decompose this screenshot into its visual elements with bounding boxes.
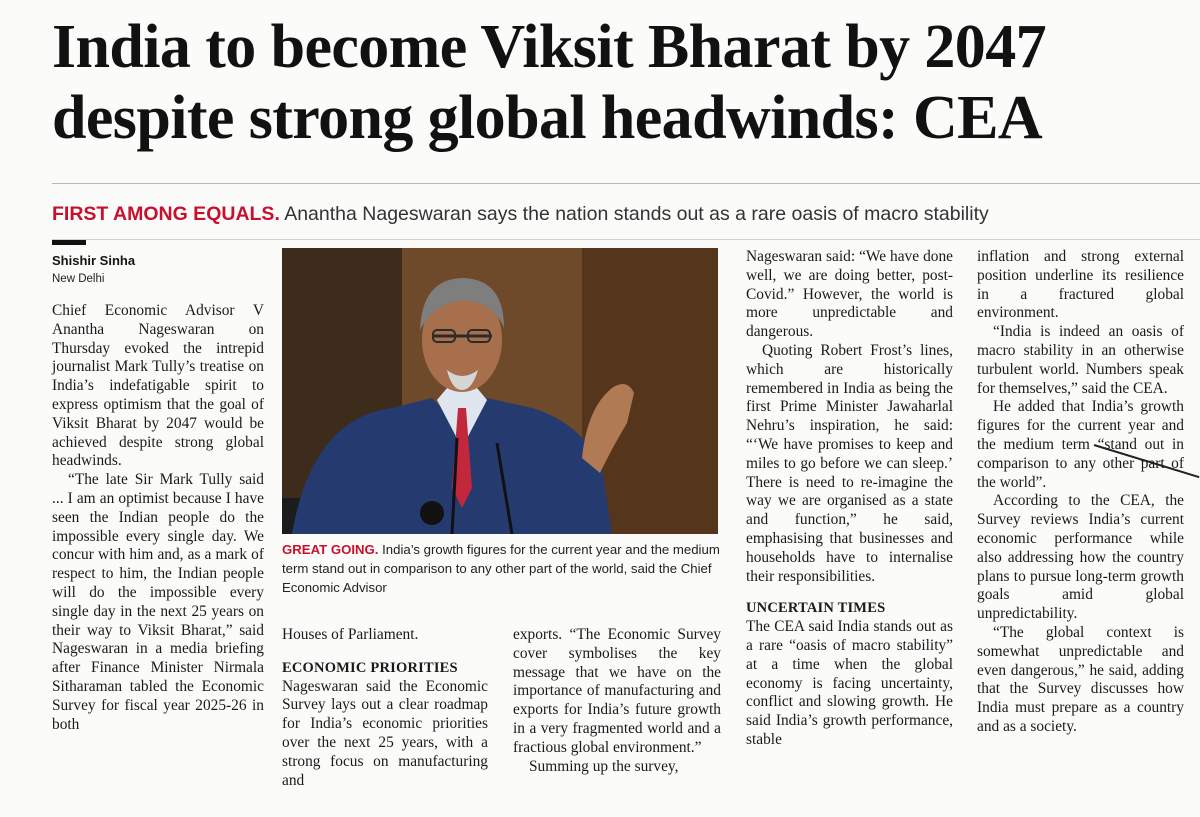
- subheading: UNCERTAIN TIMES: [746, 600, 886, 617]
- strap-text: Anantha Nageswaran says the nation stands out as a rare oasis of macro stability: [279, 203, 989, 225]
- paragraph: “The global context is somewhat unpredictable and even dangerous,” he said, adding that the Survey discusses how India must prepare as a country and as a society.: [977, 623, 1184, 735]
- headline-rule: [52, 183, 1200, 184]
- subheading: ECONOMIC PRIORITIES: [282, 659, 458, 676]
- paragraph: Quoting Robert Frost’s lines, which are historically remembered in India as being the first Prime Minister Jawaharlal Nehru’s inspiration, he said: “‘We have promises to keep and miles to go before we can sleep.’ There is need to re-imagine the way we are organised as a state and function,” he said, emphasising that businesses and households have to internalise their responsibilities.: [746, 341, 953, 585]
- paragraph: The CEA said India stands out as a rare “oasis of macro stability” at a time when the global economy is facing uncertainty, conflict and slowing growth. He said India’s growth performance, stable: [746, 618, 953, 748]
- headline-line-1: India to become Viksit Bharat by 2047: [52, 13, 1046, 81]
- paragraph: Chief Economic Advisor V Anantha Nageswaran on Thursday evoked the intrepid journalist Mark Tully’s treatise on India’s indefatigable spirit to express optimism that the goal of Viksit Bharat by 2047 would be achieved despite strong global headwinds.: [52, 302, 264, 470]
- article-column-2: [282, 626, 488, 790]
- news-photo: [282, 248, 718, 534]
- paragraph: “India is indeed an oasis of macro stability in an otherwise turbulent world. Numbers speak for themselves,” said the CEA.: [977, 323, 1184, 397]
- strap-kicker: FIRST AMONG EQUALS.: [52, 203, 280, 225]
- byline-bar: [52, 240, 86, 245]
- headline: [52, 12, 1192, 154]
- paragraph: According to the CEA, the Survey reviews India’s current economic performance while also addressing how the country plans to pursue long-term growth goals amid global unpredictability.: [977, 492, 1184, 623]
- headline-line-2: despite strong global headwinds: CEA: [52, 84, 1043, 152]
- strapline: [52, 203, 1200, 226]
- paragraph: Nageswaran said: “We have done well, we are doing better, post-Covid.” However, the world is more unpredictable and dangerous.: [746, 248, 953, 341]
- paragraph: He added that India’s growth figures for the current year and the medium term “stand out in comparison to any other part of the world”.: [977, 398, 1184, 491]
- paragraph: “The late Sir Mark Tully said ... I am an optimist because I have seen the Indian people do the impossible every single day. We concur with him and, as a mark of respect to him, the Indian people will do the impossible every single day in the next 25 years on their way to Viksit Bharat,” said Nageswaran in a media briefing after Finance Minister Nirmala Sitharaman tabled the Economic Survey for fiscal year 2025-26 in both: [52, 471, 264, 733]
- paragraph: Nageswaran said the Economic Survey lays out a clear roadmap for India’s economic priorities over the next 25 years, with a strong focus on manufacturing and: [282, 677, 488, 789]
- photo-caption: [282, 540, 722, 597]
- byline-author: Shishir Sinha: [52, 253, 136, 268]
- paragraph: inflation and strong external position underline its resilience in a fractured global environment.: [977, 248, 1184, 322]
- article-column-1: [52, 302, 264, 734]
- speaker-photo-illustration: [282, 248, 718, 534]
- dateline: New Delhi: [52, 273, 105, 285]
- paragraph: exports. “The Economic Survey cover symbolises the key message that we have on the importance of manufacturing and exports for India’s future growth in a very fragmented world and a fractious global environment.”: [513, 626, 721, 756]
- caption-kicker: GREAT GOING.: [282, 542, 379, 557]
- article-column-3: [513, 626, 721, 776]
- paragraph: Summing up the survey,: [529, 757, 679, 775]
- article-column-5: [977, 248, 1184, 737]
- caption-text: India’s growth figures for the current year and the medium term stand out in comparison to any other part of the world, said the Chief Economic Advisor: [282, 542, 720, 595]
- paragraph: Houses of Parliament.: [282, 626, 419, 643]
- article-column-4: [746, 248, 953, 750]
- strap-rule: [52, 239, 1200, 240]
